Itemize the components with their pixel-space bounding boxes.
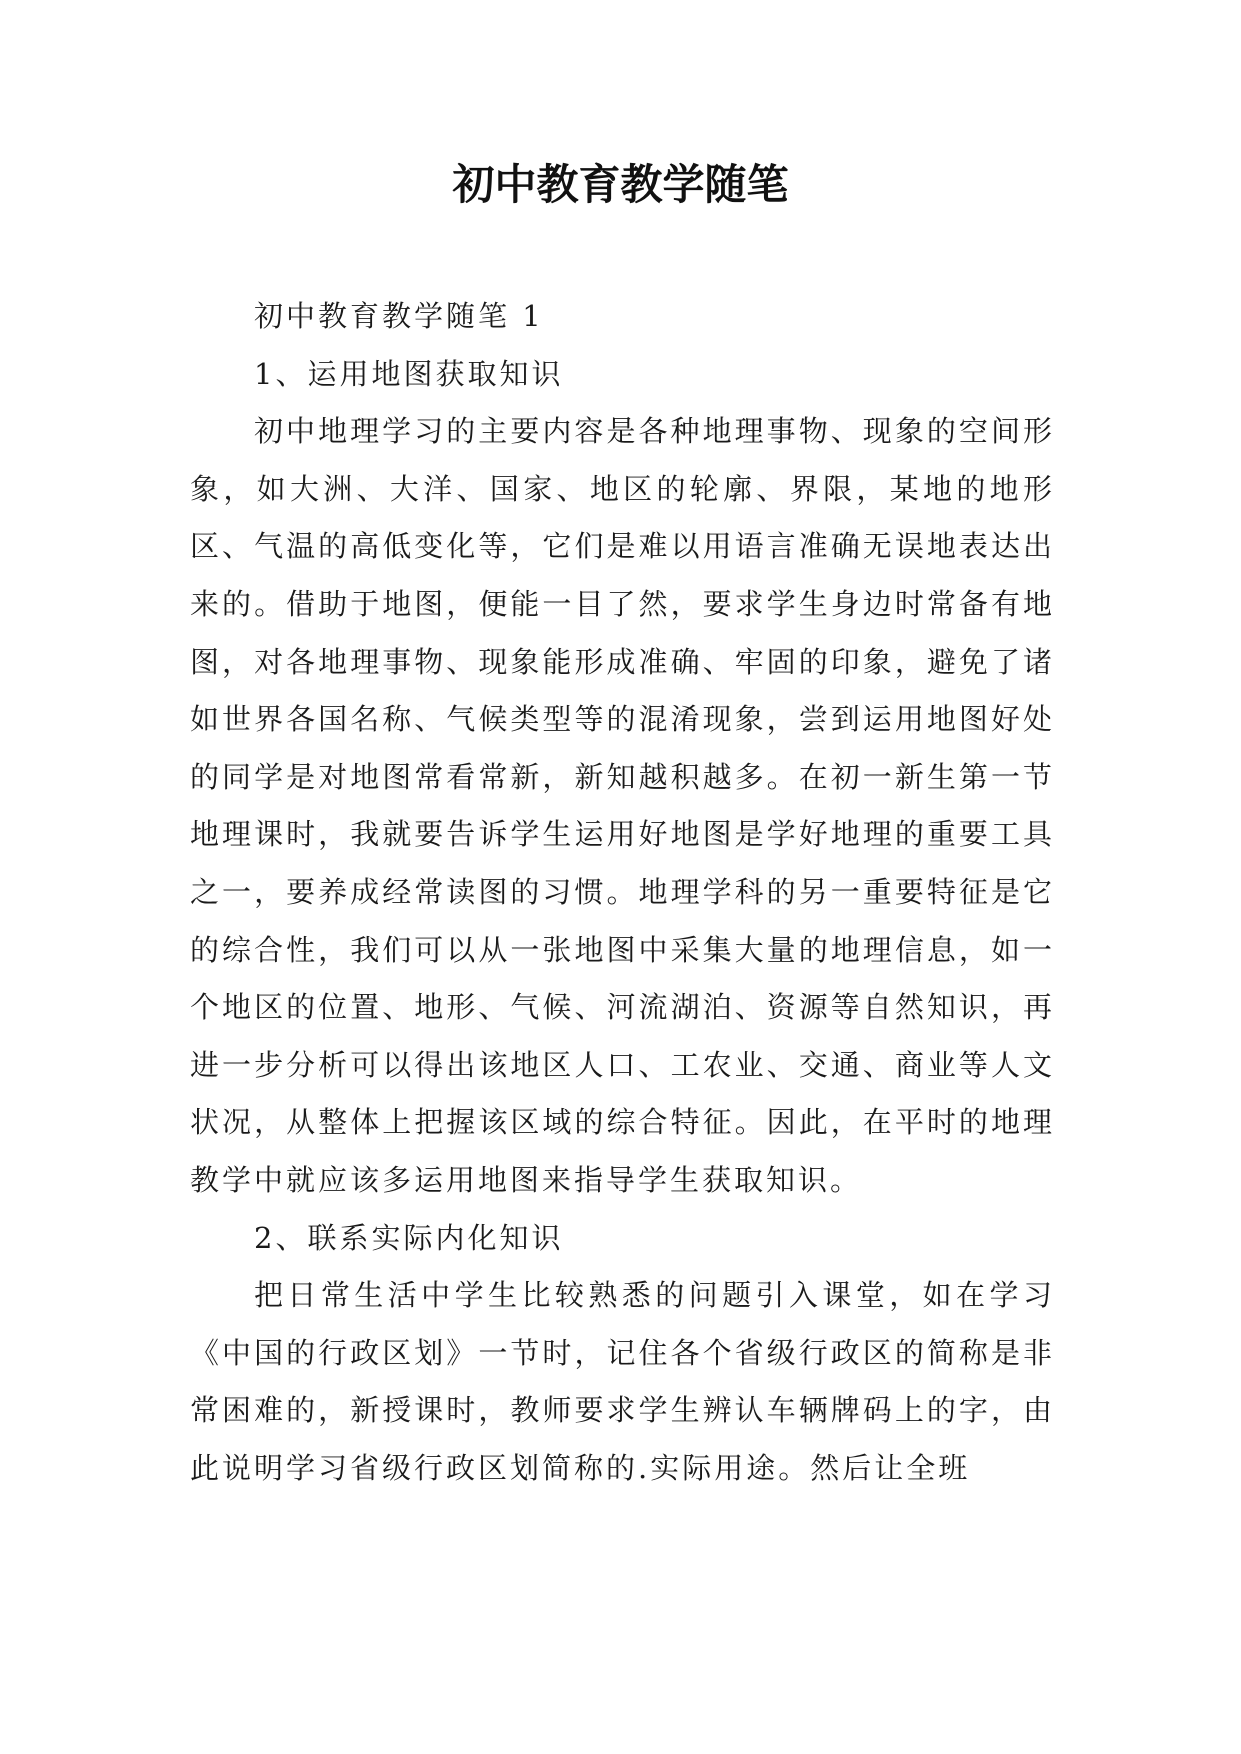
paragraph-practical-knowledge: 把日常生活中学生比较熟悉的问题引入课堂，如在学习《中国的行政区划》一节时，记住各个省级行政区的简称是非常困难的，新授课时，教师要求学生辨认车辆牌码上的字，由此说明学习省级行政区划简称的.实际用途。然后让全班	[190, 1278, 1055, 1485]
subsection-heading-2: 2、联系实际内化知识	[254, 1220, 564, 1255]
subsection-heading-1: 1、运用地图获取知识	[254, 356, 564, 391]
document-title: 初中教育教学随笔	[452, 160, 789, 209]
document-body	[190, 288, 1055, 1497]
paragraph-map-knowledge: 初中地理学习的主要内容是各种地理事物、现象的空间形象，如大洲、大洋、国家、地区的轮廓、界限，某地的地形区、气温的高低变化等，它们是难以用语言准确无误地表达出来的。借助于地图，便能一目了然，要求学生身边时常备有地图，对各地理事物、现象能形成准确、牢固的印象，避免了诸如世界各国名称、气候类型等的混淆现象，尝到运用地图好处的同学是对地图常看常新，新知越积越多。在初一新生第一节地理课时，我就要告诉学生运用好地图是学好地理的重要工具之一，要养成经常读图的习惯。地理学科的另一重要特征是它的综合性，我们可以从一张地图中采集大量的地理信息，如一个地区的位置、地形、气候、河流湖泊、资源等自然知识，再进一步分析可以得出该地区人口、工农业、交通、商业等人文状况，从整体上把握该区域的综合特征。因此，在平时的地理教学中就应该多运用地图来指导学生获取知识。	[190, 414, 1055, 1197]
section-heading-essay-1: 初中教育教学随笔 1	[254, 299, 544, 333]
